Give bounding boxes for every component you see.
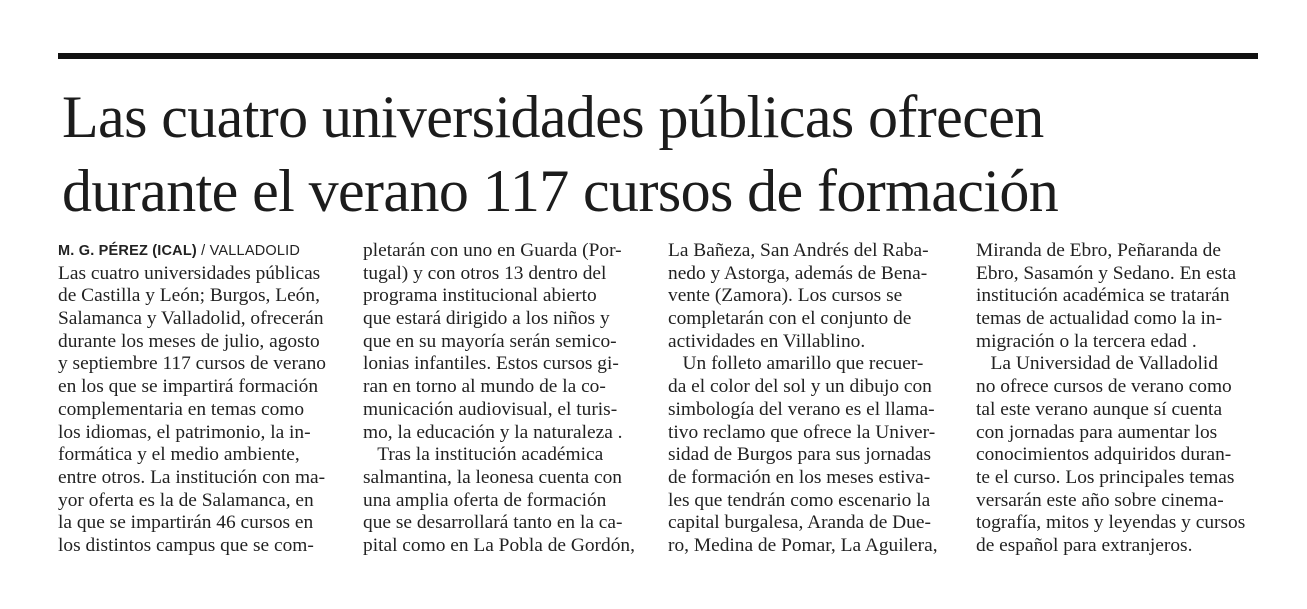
column-line: temas de actualidad como la in-	[976, 308, 1223, 330]
headline-line-1: Las cuatro universidades públicas ofrecen	[62, 84, 1044, 150]
column-line: conocimientos adquiridos duran-	[976, 444, 1232, 466]
column-line: pletarán con uno en Guarda (Por-	[363, 240, 622, 261]
column-line: versarán este año sobre cinema-	[976, 489, 1224, 511]
column-4	[976, 240, 1245, 558]
column-line: los idiomas, el patrimonio, la in-	[58, 421, 311, 443]
column-line: tal este verano aunque sí cuenta	[976, 398, 1223, 420]
column-line: Un folleto amarillo que recuer-	[668, 353, 924, 375]
column-line: pital como en La Pobla de Gordón,	[363, 534, 635, 556]
column-line: formática y el medio ambiente,	[58, 444, 300, 466]
column-line: con jornadas para aumentar los	[976, 421, 1218, 443]
column-line: y septiembre 117 cursos de verano	[58, 353, 326, 375]
column-line: municación audiovisual, el turis-	[363, 398, 618, 420]
column-line: capital burgalesa, Aranda de Due-	[668, 512, 931, 534]
column-line: te el curso. Los principales temas	[976, 466, 1235, 488]
column-line: Miranda de Ebro, Peñaranda de	[976, 240, 1221, 261]
column-line: Ebro, Sasamón y Sedano. En esta	[976, 262, 1237, 284]
column-2	[363, 240, 635, 558]
column-line: complementaria en temas como	[58, 398, 305, 420]
column-line: que se desarrollará tanto en la ca-	[363, 512, 623, 534]
column-line: tivo reclamo que ofrece la Univer-	[668, 421, 936, 443]
column-line: nedo y Astorga, además de Bena-	[668, 262, 928, 284]
column-line: La Universidad de Valladolid	[976, 353, 1218, 375]
column-line: simbología del verano es el llama-	[668, 398, 935, 420]
column-line: entre otros. La institución con ma-	[58, 466, 326, 488]
column-line: los distintos campus que se com-	[58, 534, 314, 556]
column-line: tugal) y con otros 13 dentro del	[363, 262, 607, 284]
column-line: que en su mayoría serán semico-	[363, 330, 617, 352]
byline-location: / VALLADOLID	[196, 243, 301, 259]
column-1	[58, 240, 326, 558]
column-line: de Castilla y León; Burgos, León,	[58, 285, 320, 307]
column-line: que estará dirigido a los niños y	[363, 308, 610, 330]
column-line: institución académica se tratarán	[976, 285, 1230, 307]
byline-author: M. G. PÉREZ (ICAL)	[58, 243, 197, 259]
column-3	[668, 240, 938, 558]
column-line: de formación en los meses estiva-	[668, 466, 931, 488]
column-line: durante los meses de julio, agosto	[58, 330, 320, 352]
column-line: completarán con el conjunto de	[668, 308, 912, 330]
column-line: sidad de Burgos para sus jornadas	[668, 444, 931, 466]
column-line: una amplia oferta de formación	[363, 489, 607, 511]
column-line: ran en torno al mundo de la co-	[363, 376, 606, 398]
column-line: lonias infantiles. Estos cursos gi-	[363, 353, 619, 375]
column-line: les que tendrán como escenario la	[668, 489, 931, 511]
column-line: Salamanca y Valladolid, ofrecerán	[58, 308, 324, 330]
byline	[58, 240, 326, 263]
column-line: ro, Medina de Pomar, La Aguilera,	[668, 534, 938, 556]
column-line: actividades en Villablino.	[668, 330, 866, 352]
column-line: programa institucional abierto	[363, 285, 597, 307]
column-line: de español para extranjeros.	[976, 534, 1193, 556]
column-line: no ofrece cursos de verano como	[976, 376, 1232, 398]
column-line: salmantina, la leonesa cuenta con	[363, 466, 622, 488]
column-line: Tras la institución académica	[363, 444, 604, 466]
column-line: vente (Zamora). Los cursos se	[668, 285, 903, 307]
column-line: da el color del sol y un dibujo con	[668, 376, 932, 398]
column-line: en los que se impartirá formación	[58, 376, 319, 398]
headline	[62, 80, 1282, 228]
column-line: tografía, mitos y leyendas y cursos	[976, 512, 1246, 534]
column-line: mo, la educación y la naturaleza .	[363, 421, 623, 443]
column-line: yor oferta es la de Salamanca, en	[58, 489, 314, 511]
column-line: Las cuatro universidades públicas	[58, 262, 321, 284]
top-rule	[58, 53, 1258, 59]
column-line: la que se impartirán 46 cursos en	[58, 512, 314, 534]
column-line: migración o la tercera edad .	[976, 330, 1197, 352]
headline-line-2: durante el verano 117 cursos de formación	[62, 158, 1059, 224]
column-line: La Bañeza, San Andrés del Raba-	[668, 240, 929, 261]
